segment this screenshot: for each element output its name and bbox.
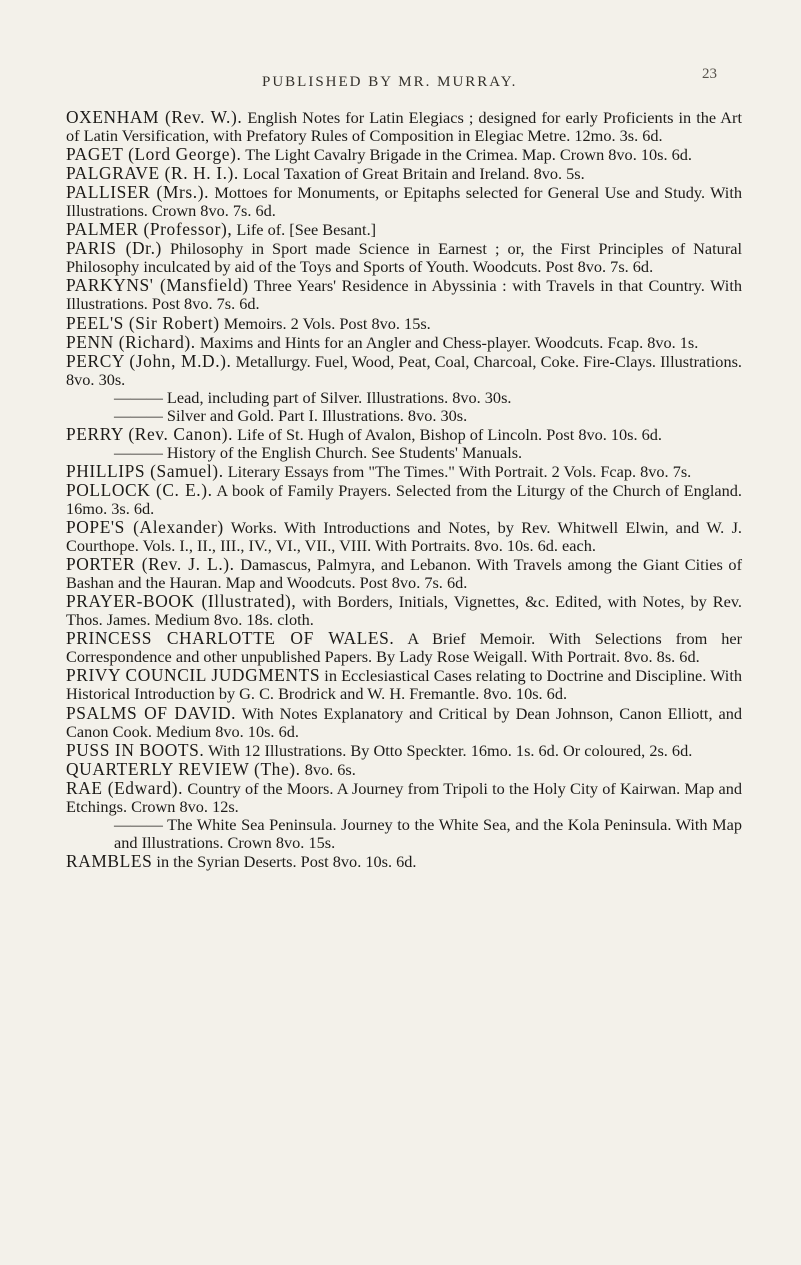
entry-heading: RAE (Edward). (66, 777, 184, 798)
catalogue-entry (66, 666, 742, 703)
entry-heading: QUARTERLY REVIEW (The). (66, 758, 301, 779)
entry-heading: PENN (Richard). (66, 331, 196, 352)
entry-heading: PUSS IN BOOTS. (66, 739, 205, 760)
entry-heading: PSALMS OF DAVID. (66, 702, 237, 723)
entry-text: Philosophy in Sport made Science in Earnest ; or, the First Principles of Natural Philosophy inculcated by aid of the Toys and Sports of Youth. Woodcuts. Post 8vo. 7s. 6d. (66, 239, 742, 277)
catalogue-entry (66, 333, 742, 352)
entry-text: With 12 Illustrations. By Otto Speckter. 16mo. 1s. 6d. Or coloured, 2s. 6d. (204, 740, 693, 760)
entry-heading: OXENHAM (Rev. W.). (66, 107, 243, 127)
entry-text: ——— The White Sea Peninsula. Journey to the White Sea, and the Kola Peninsula. With Map and Illustrations. Crown 8vo. 15s. (114, 814, 742, 852)
entry-text: Life of. [See Besant.] (232, 220, 377, 240)
catalogue-entry (66, 183, 742, 220)
entry-heading: RAMBLES (66, 850, 153, 871)
entry-heading: PARKYNS' (Mansfield) (66, 275, 249, 296)
entry-text: Life of St. Hugh of Avalon, Bishop of Lincoln. Post 8vo. 10s. 6d. (233, 424, 662, 444)
entry-heading: PRINCESS CHARLOTTE OF WALES. (66, 628, 395, 649)
entry-text: ——— History of the English Church. See Students' Manuals. (114, 442, 523, 462)
entry-text: Maxims and Hints for an Angler and Chess-player. Woodcuts. Fcap. 8vo. 1s. (195, 332, 699, 352)
entry-text: in the Syrian Deserts. Post 8vo. 10s. 6d. (152, 851, 417, 871)
catalogue-entry (66, 816, 742, 852)
catalogue-entry (66, 276, 742, 313)
entry-text: Literary Essays from "The Times." With Portrait. 2 Vols. Fcap. 8vo. 7s. (223, 461, 692, 481)
catalogue-entry (66, 239, 742, 276)
entry-text: A book of Family Prayers. Selected from the Liturgy of the Church of England. 16mo. 3s. 6d. (66, 480, 742, 518)
entry-text: Works. With Introductions and Notes, by Rev. Whitwell Elwin, and W. J. Courthope. Vols. I., II., III., IV., VI., VII., VIII. With Portraits. 8vo. 10s. 6d. each. (66, 518, 742, 556)
entry-text: Memoirs. 2 Vols. Post 8vo. 15s. (219, 313, 431, 333)
entry-text: A Brief Memoir. With Selections from her Correspondence and other unpublished Papers. By Lady Rose Weigall. With Portrait. 8vo. 8s. 6d. (66, 629, 743, 667)
catalogue-entry (66, 852, 742, 871)
catalogue-entry (66, 741, 742, 760)
entry-heading: POPE'S (Alexander) (66, 517, 224, 538)
entry-text: The Light Cavalry Brigade in the Crimea. Map. Crown 8vo. 10s. 6d. (241, 145, 692, 165)
catalogue-entry (66, 407, 742, 425)
entry-heading: PARIS (Dr.) (66, 238, 162, 259)
catalogue-entry (66, 389, 742, 407)
entry-heading: PALGRAVE (R. H. I.). (66, 163, 239, 184)
catalogue-entry (66, 108, 742, 145)
catalogue-entry (66, 444, 742, 462)
entry-text: ——— Lead, including part of Silver. Illustrations. 8vo. 30s. (114, 387, 512, 407)
entry-text: Damascus, Palmyra, and Lebanon. With Travels among the Giant Cities of Bashan and the Hauran. Map and Woodcuts. Post 8vo. 7s. 6d. (66, 555, 742, 593)
entry-heading: PERCY (John, M.D.). (66, 350, 232, 371)
entry-text: with Borders, Initials, Vignettes, &c. Edited, with Notes, by Rev. Thos. James. Medium 8vo. 18s. cloth. (66, 592, 742, 630)
entry-text: in Ecclesiastical Cases relating to Doctrine and Discipline. With Historical Introduction by G. C. Brodrick and W. H. Fremantle. 8vo. 10s. 6d. (66, 666, 742, 704)
catalogue-entry (66, 760, 742, 779)
entry-heading: POLLOCK (C. E.). (66, 479, 213, 500)
entry-text: Metallurgy. Fuel, Wood, Peat, Coal, Charcoal, Coke. Fire-Clays. Illustrations. 8vo. 30s. (66, 351, 742, 389)
entry-text: English Notes for Latin Elegiacs ; designed for early Proficients in the Art of Latin Versification, with Prefatory Rules of Composition in Elegiac Metre. 12mo. 3s. 6d. (66, 108, 742, 146)
catalogue-entry (66, 592, 742, 629)
catalogue-entry (66, 779, 742, 816)
catalogue-entry (66, 314, 742, 333)
entry-heading: PRAYER-BOOK (Illustrated), (66, 591, 297, 612)
page-number: 23 (702, 66, 717, 82)
catalogue-entry (66, 145, 742, 164)
catalogue-entry (66, 629, 742, 666)
catalogue-entry (66, 425, 742, 444)
catalogue-entry (66, 704, 742, 741)
catalogue-entry (66, 518, 742, 555)
entry-heading: PORTER (Rev. J. L.). (66, 554, 235, 575)
entry-heading: PAGET (Lord George). (66, 144, 242, 165)
catalogue-entry (66, 164, 742, 183)
entry-text: Country of the Moors. A Journey from Tripoli to the Holy City of Kairwan. Map and Etchings. Crown 8vo. 12s. (66, 778, 742, 816)
entry-text: 8vo. 6s. (300, 759, 356, 779)
entry-heading: PALMER (Professor), (66, 219, 233, 240)
entry-text: Local Taxation of Great Britain and Ireland. 8vo. 5s. (238, 164, 585, 184)
catalogue-entry (66, 220, 742, 239)
catalogue-entry (66, 462, 742, 481)
entry-heading: PERRY (Rev. Canon). (66, 423, 234, 444)
catalogue-entry (66, 481, 742, 518)
entry-heading: PHILLIPS (Samuel). (66, 460, 224, 481)
entry-heading: PEEL'S (Sir Robert) (66, 312, 220, 333)
entry-heading: PALLISER (Mrs.). (66, 182, 210, 203)
entry-text: Three Years' Residence in Abyssinia : with Travels in that Country. With Illustrations. Post 8vo. 7s. 6d. (66, 276, 742, 314)
publisher-header: PUBLISHED BY MR. MURRAY. (262, 74, 518, 90)
catalogue-entry (66, 352, 742, 389)
entry-heading: PRIVY COUNCIL JUDGMENTS (66, 665, 321, 686)
catalogue-entry (66, 555, 742, 592)
entry-text: ——— Silver and Gold. Part I. Illustrations. 8vo. 30s. (114, 405, 468, 425)
entry-text: With Notes Explanatory and Critical by Dean Johnson, Canon Elliott, and Canon Cook. Medium 8vo. 10s. 6d. (66, 703, 742, 741)
catalogue-entries (66, 108, 742, 871)
entry-text: Mottoes for Monuments, or Epitaphs selected for General Use and Study. With Illustrations. Crown 8vo. 7s. 6d. (66, 183, 742, 221)
